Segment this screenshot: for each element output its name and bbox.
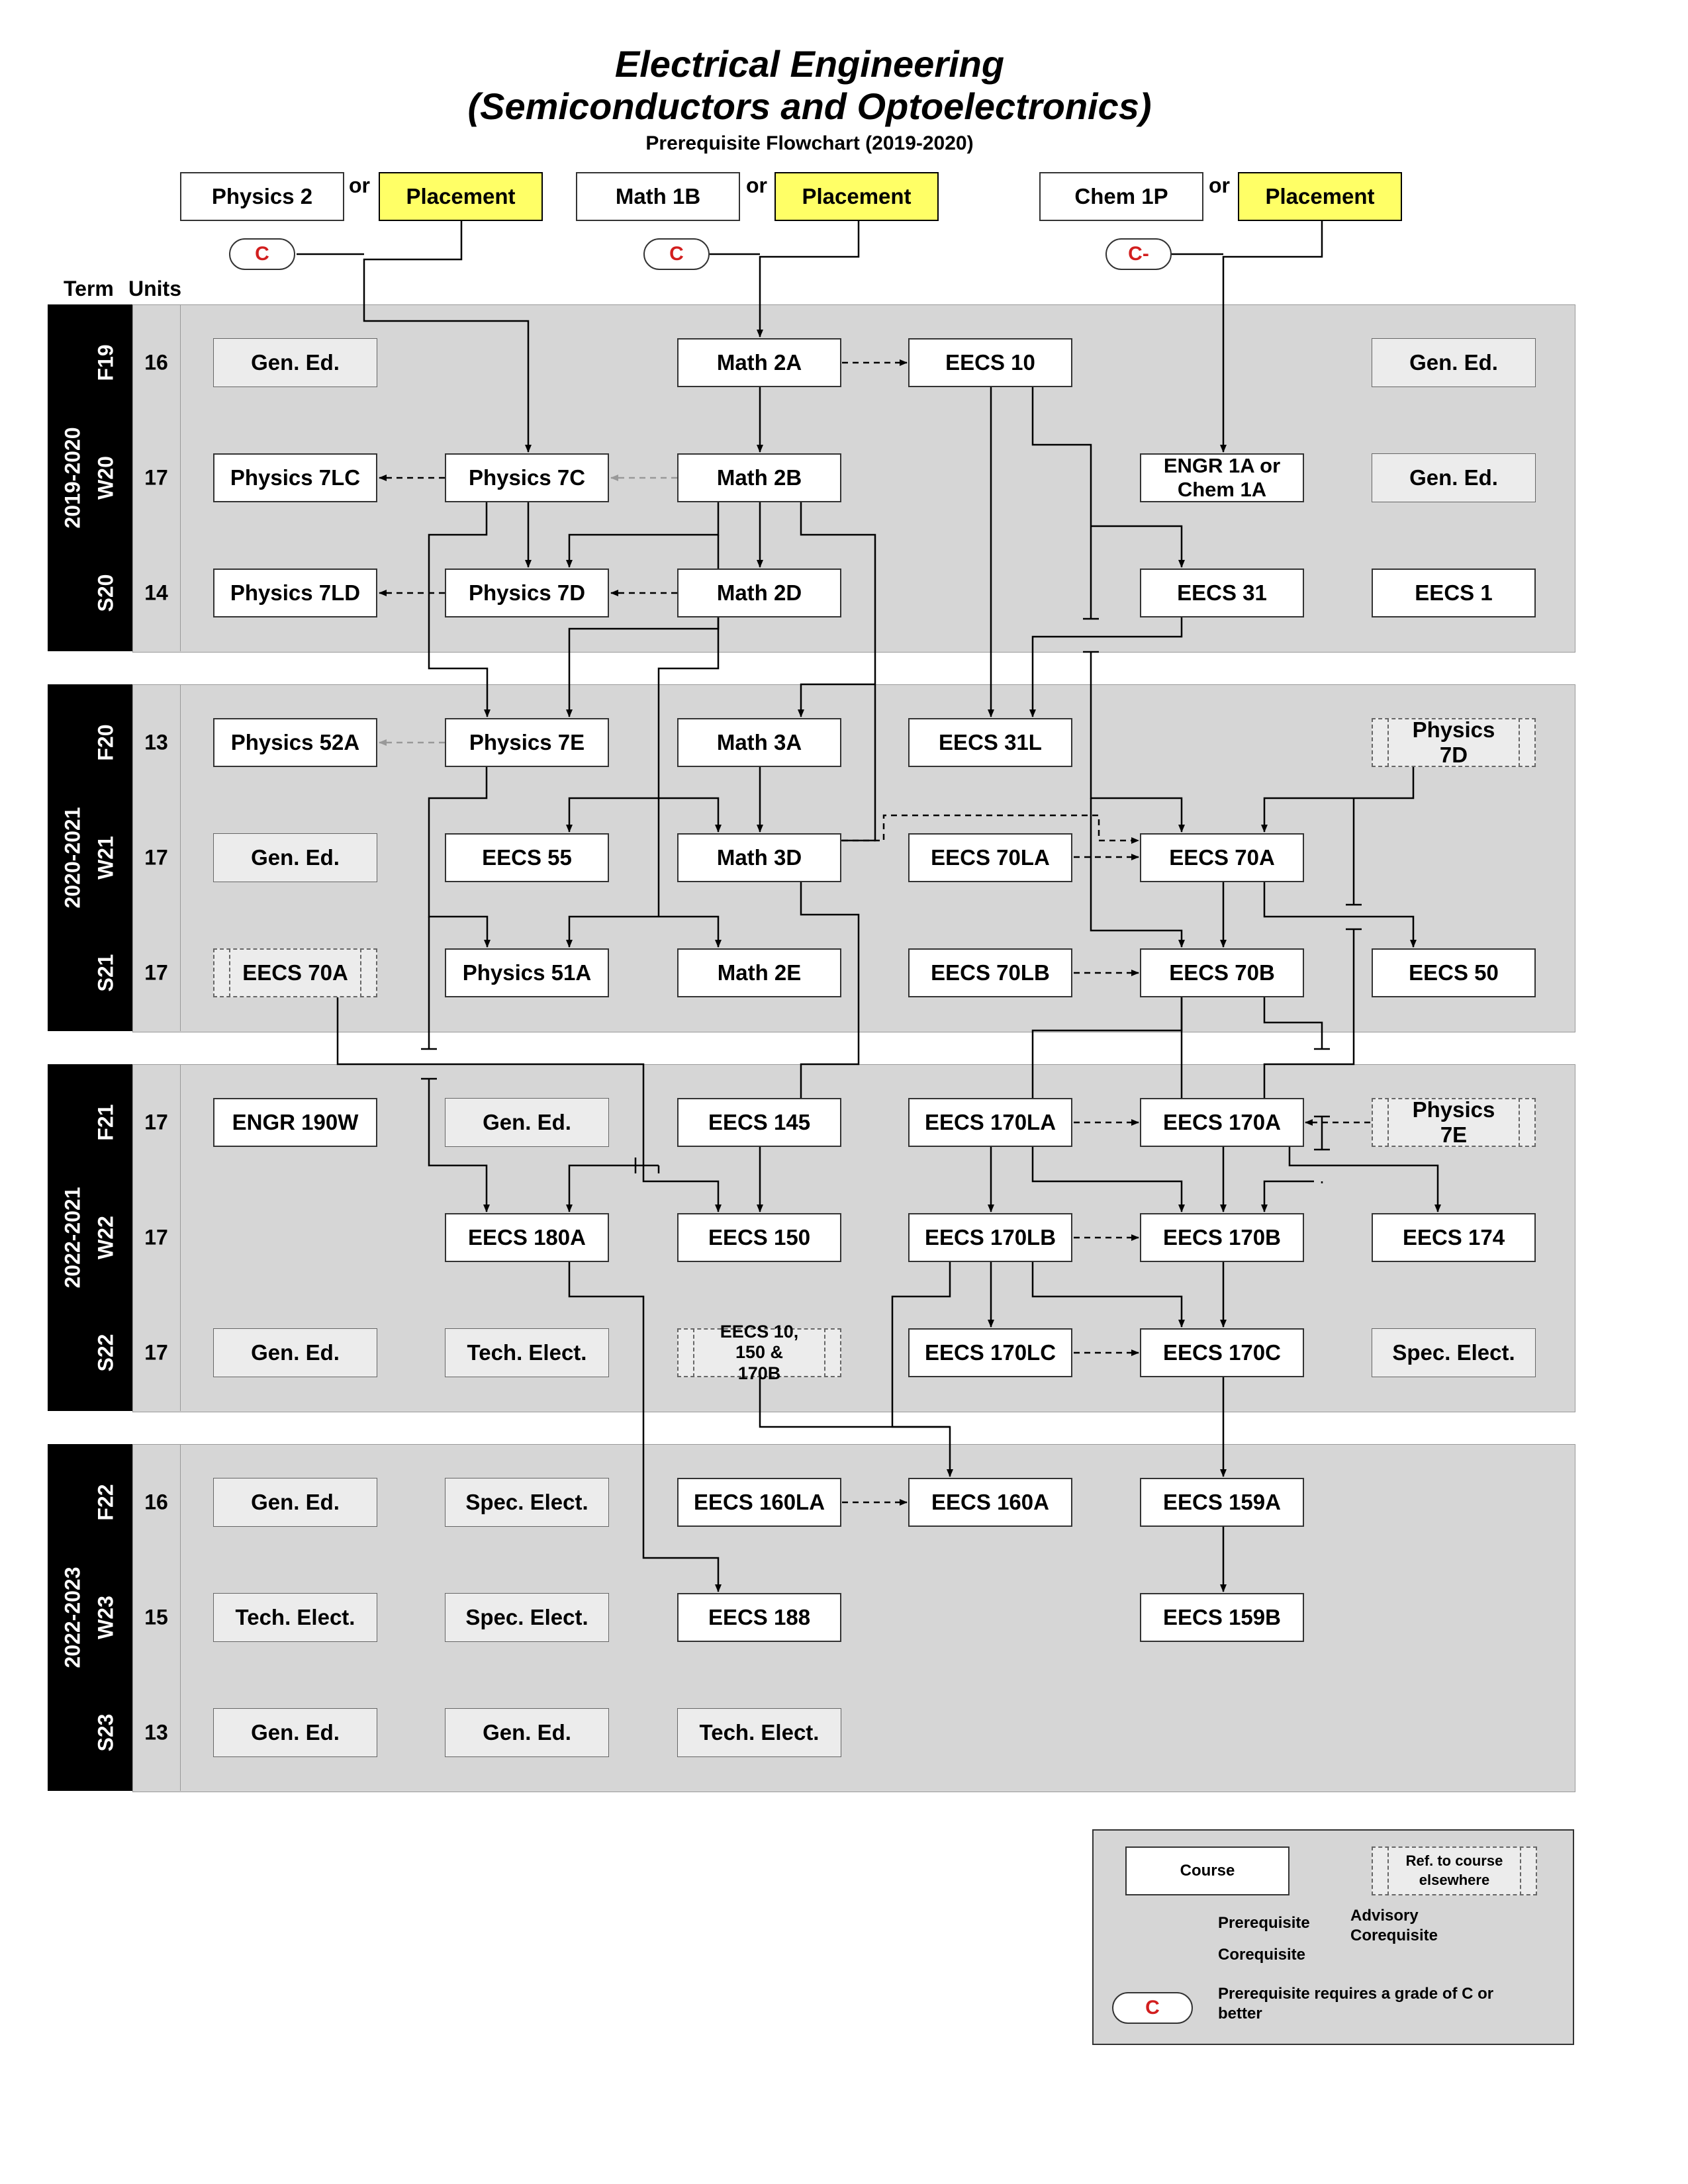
placement-box-chem[interactable]: Placement <box>1238 172 1402 221</box>
course-math-1b[interactable]: Math 1B <box>576 172 740 221</box>
or-label: or <box>349 173 370 197</box>
term-label: W20 <box>93 456 118 500</box>
course-gen-ed[interactable]: Gen. Ed. <box>213 1478 377 1527</box>
course-eecs-170b[interactable]: EECS 170B <box>1140 1213 1304 1262</box>
course-eecs-180a[interactable]: EECS 180A <box>445 1213 609 1262</box>
course-physics-51a[interactable]: Physics 51A <box>445 948 609 997</box>
course-math-3a[interactable]: Math 3A <box>677 718 841 767</box>
course-gen-ed[interactable]: Gen. Ed. <box>213 338 377 387</box>
course-eecs-159b[interactable]: EECS 159B <box>1140 1593 1304 1642</box>
placement-box-physics[interactable]: Placement <box>379 172 543 221</box>
term-label: S21 <box>93 954 118 992</box>
course-math-2a[interactable]: Math 2A <box>677 338 841 387</box>
units-value: 17 <box>144 845 168 870</box>
course-gen-ed[interactable]: Gen. Ed. <box>213 1708 377 1757</box>
page-title: Electrical Engineering <box>614 43 1005 85</box>
term-label: F19 <box>93 344 118 381</box>
course-eecs-10[interactable]: EECS 10 <box>908 338 1072 387</box>
course-eecs-159a[interactable]: EECS 159A <box>1140 1478 1304 1527</box>
course-physics-7c[interactable]: Physics 7C <box>445 453 609 502</box>
units-header: Units <box>128 277 181 300</box>
legend-corequisite-label: Corequisite <box>1218 1946 1306 1964</box>
course-gen-ed[interactable]: Gen. Ed. <box>445 1098 609 1147</box>
or-label: or <box>1209 173 1230 197</box>
term-label: S23 <box>93 1713 118 1752</box>
units-value: 16 <box>144 1490 168 1514</box>
page-subtitle: Prerequisite Flowchart (2019-2020) <box>645 132 974 154</box>
course-tech-elect[interactable]: Tech. Elect. <box>213 1593 377 1642</box>
course-physics-7d[interactable]: Physics 7D <box>445 569 609 617</box>
course-eecs-70la[interactable]: EECS 70LA <box>908 833 1072 882</box>
course-eecs-70b[interactable]: EECS 70B <box>1140 948 1304 997</box>
grade-badge: C- <box>1105 238 1172 270</box>
term-label: F21 <box>93 1104 118 1141</box>
term-label: W21 <box>93 836 118 880</box>
ref-physics-7d[interactable]: Physics 7D <box>1372 718 1536 767</box>
units-value: 17 <box>144 960 168 985</box>
course-eecs-174[interactable]: EECS 174 <box>1372 1213 1536 1262</box>
page-subtitle-major: (Semiconductors and Optoelectronics) <box>467 85 1152 127</box>
term-label: F20 <box>93 724 118 761</box>
course-spec-elect[interactable]: Spec. Elect. <box>445 1478 609 1527</box>
ref-eecs-10-150-170b[interactable]: EECS 10, 150 & 170B <box>677 1328 841 1377</box>
ref-eecs-70a[interactable]: EECS 70A <box>213 948 377 997</box>
course-physics-7e[interactable]: Physics 7E <box>445 718 609 767</box>
ref-physics-7e[interactable]: Physics 7E <box>1372 1098 1536 1147</box>
course-tech-elect[interactable]: Tech. Elect. <box>445 1328 609 1377</box>
grade-badge: C <box>643 238 710 270</box>
course-gen-ed[interactable]: Gen. Ed. <box>1372 453 1536 502</box>
course-physics-52a[interactable]: Physics 52A <box>213 718 377 767</box>
legend-grade-badge: C <box>1112 1992 1193 2024</box>
term-label: W23 <box>93 1596 118 1639</box>
or-label: or <box>746 173 767 197</box>
course-eecs-1[interactable]: EECS 1 <box>1372 569 1536 617</box>
course-gen-ed[interactable]: Gen. Ed. <box>213 1328 377 1377</box>
units-value: 13 <box>144 1720 168 1745</box>
legend-course-sample: Course <box>1125 1846 1289 1895</box>
course-math-2e[interactable]: Math 2E <box>677 948 841 997</box>
legend-grade-note: Prerequisite requires a grade of C or better <box>1218 1985 1494 2023</box>
course-math-2b[interactable]: Math 2B <box>677 453 841 502</box>
year-label: 2022-2023 <box>60 1567 85 1668</box>
units-value: 17 <box>144 1110 168 1134</box>
course-eecs-160la[interactable]: EECS 160LA <box>677 1478 841 1527</box>
term-header: Term <box>64 277 114 300</box>
course-eecs-145[interactable]: EECS 145 <box>677 1098 841 1147</box>
legend-ref-sample: Ref. to course elsewhere <box>1372 1846 1537 1895</box>
course-eecs-170a[interactable]: EECS 170A <box>1140 1098 1304 1147</box>
term-label: S20 <box>93 574 118 612</box>
course-eecs-170lb[interactable]: EECS 170LB <box>908 1213 1072 1262</box>
course-eecs-50[interactable]: EECS 50 <box>1372 948 1536 997</box>
term-label: S22 <box>93 1334 118 1372</box>
course-gen-ed[interactable]: Gen. Ed. <box>213 833 377 882</box>
units-value: 17 <box>144 465 168 490</box>
course-chem-1p[interactable]: Chem 1P <box>1039 172 1203 221</box>
course-physics-7lc[interactable]: Physics 7LC <box>213 453 377 502</box>
placement-box-math[interactable]: Placement <box>774 172 939 221</box>
units-value: 14 <box>144 580 168 605</box>
grade-badge: C <box>229 238 295 270</box>
year-label: 2020-2021 <box>60 807 85 909</box>
course-gen-ed[interactable]: Gen. Ed. <box>1372 338 1536 387</box>
term-label: F22 <box>93 1484 118 1521</box>
course-eecs-31[interactable]: EECS 31 <box>1140 569 1304 617</box>
term-label: W22 <box>93 1216 118 1259</box>
legend-prerequisite-label: Prerequisite <box>1218 1914 1310 1932</box>
course-eecs-170lc[interactable]: EECS 170LC <box>908 1328 1072 1377</box>
units-value: 17 <box>144 1225 168 1250</box>
course-engr-1a-or-chem-1a[interactable]: ENGR 1A or Chem 1A <box>1140 453 1304 502</box>
course-eecs-55[interactable]: EECS 55 <box>445 833 609 882</box>
course-math-2d[interactable]: Math 2D <box>677 569 841 617</box>
course-eecs-31l[interactable]: EECS 31L <box>908 718 1072 767</box>
units-value: 13 <box>144 730 168 754</box>
course-eecs-170la[interactable]: EECS 170LA <box>908 1098 1072 1147</box>
course-spec-elect[interactable]: Spec. Elect. <box>1372 1328 1536 1377</box>
course-eecs-188[interactable]: EECS 188 <box>677 1593 841 1642</box>
year-label: 2019-2020 <box>60 427 85 529</box>
course-eecs-70lb[interactable]: EECS 70LB <box>908 948 1072 997</box>
course-eecs-150[interactable]: EECS 150 <box>677 1213 841 1262</box>
year-label: 2022-2021 <box>60 1187 85 1289</box>
course-tech-elect[interactable]: Tech. Elect. <box>677 1708 841 1757</box>
course-math-3d[interactable]: Math 3D <box>677 833 841 882</box>
course-engr-190w[interactable]: ENGR 190W <box>213 1098 377 1147</box>
units-value: 16 <box>144 350 168 375</box>
course-eecs-70a[interactable]: EECS 70A <box>1140 833 1304 882</box>
course-eecs-170c[interactable]: EECS 170C <box>1140 1328 1304 1377</box>
course-physics-2[interactable]: Physics 2 <box>180 172 344 221</box>
course-physics-7ld[interactable]: Physics 7LD <box>213 569 377 617</box>
units-value: 17 <box>144 1340 168 1365</box>
units-value: 15 <box>144 1605 168 1629</box>
legend-advisory-label: Advisory Corequisite <box>1350 1907 1438 1944</box>
course-gen-ed[interactable]: Gen. Ed. <box>445 1708 609 1757</box>
course-eecs-160a[interactable]: EECS 160A <box>908 1478 1072 1527</box>
course-spec-elect[interactable]: Spec. Elect. <box>445 1593 609 1642</box>
